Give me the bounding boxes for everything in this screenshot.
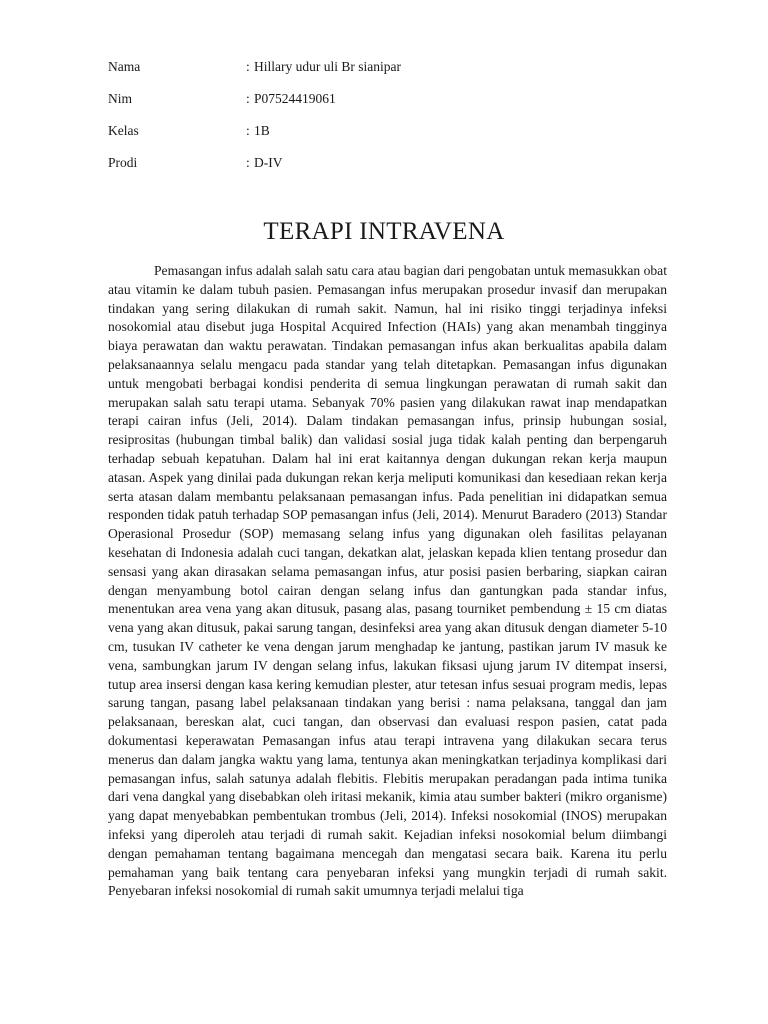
identity-label: Kelas xyxy=(108,123,139,138)
identity-value-prodi: D-IV xyxy=(254,155,283,170)
identity-row-nama xyxy=(108,58,668,90)
identity-row-prodi xyxy=(108,154,668,186)
identity-label: Nama xyxy=(108,59,141,74)
identity-row-nim xyxy=(108,90,668,122)
document-title: TERAPI INTRAVENA xyxy=(263,218,505,245)
identity-value-nim: P07524419061 xyxy=(254,91,336,106)
identity-value-nama: Hillary udur uli Br sianipar xyxy=(254,59,401,74)
identity-separator: : xyxy=(246,59,250,74)
identity-row-kelas xyxy=(108,122,668,154)
student-identity-block xyxy=(108,58,668,186)
identity-label: Prodi xyxy=(108,155,138,170)
identity-separator: : xyxy=(246,91,250,106)
body-paragraph: Pemasangan infus adalah salah satu cara atau bagian dari pengobatan untuk memasukkan obat atau vitamin ke dalam tubuh pasien. Pemasangan infus merupakan prosedur invasif dan merupakan tindakan yang sering dilakukan di rumah sakit. Namun, hal ini risiko tinggi terjadinya infeksi nosokomial atau disebut juga Hospital Acquired Infection (HAIs) yang akan menambah tingginya biaya perawatan dan waktu perawatan. Tindakan pemasangan infus akan berkualitas apabila dalam pelaksanaannya selalu mengacu pada standar yang telah ditetapkan. Pemasangan infus digunakan untuk mengobati berbagai kondisi penderita di semua lingkungan perawatan di rumah sakit dan merupakan salah satu terapi utama. Sebanyak 70% pasien yang dilakukan rawat inap mendapatkan terapi cairan infus (Jeli, 2014). Dalam tindakan pemasangan infus, prinsip hubungan sosial, resiprositas (hubungan timbal balik) dan validasi sosial juga tidak kalah penting dan berpengaruh terhadap sebuah kepatuhan. Dalam hal ini erat kaitannya dengan dukungan rekan kerja maupun atasan. Aspek yang dinilai pada dukungan rekan kerja meliputi komunikasi dan kesediaan rekan kerja serta atasan dalam membantu pelaksanaan pemasangan infus. Pada penelitian ini didapatkan semua responden tidak patuh terhadap SOP pemasangan infus (Jeli, 2014). Menurut Baradero (2013) Standar Operasional Prosedur (SOP) memasang selang infus yang digunakan oleh fasilitas pelayanan kesehatan di Indonesia adalah cuci tangan, dekatkan alat, jelaskan kepada klien tentang prosedur dan sensasi yang akan dirasakan selama pemasangan infus, atur posisi pasien berbaring, siapkan cairan dengan menyambung botol cairan dengan selang infus dan gantungkan pada standar infus, menentukan area vena yang akan ditusuk, pasang alas, pasang tourniket pembendung ± 15 cm diatas vena yang akan ditusuk, pakai sarung tangan, desinfeksi area yang akan ditusuk dengan diameter 5-10 cm, tusukan IV catheter ke vena dengan jarum menghadap ke jantung, pastikan jarum IV masuk ke vena, sambungkan jarum IV dengan selang infus, lakukan fiksasi ujung jarum IV ditempat insersi, tutup area insersi dengan kasa kering kemudian plester, atur tetesan infus sesuai program medis, lepas sarung tangan, pasang label pelaksanaan tindakan yang berisi : nama pelaksana, tanggal dan jam pelaksanaan, bereskan alat, cuci tangan, dan observasi dan evaluasi respon pasien, catat pada dokumentasi keperawatan Pemasangan infus atau terapi intravena yang dilakukan secara terus menerus dan dalam jangka waktu yang lama, tentunya akan meningkatkan terjadinya komplikasi dari pemasangan infus, salah satunya adalah flebitis. Flebitis merupakan peradangan pada intima tunika dari vena dangkal yang disebabkan oleh iritasi mekanik, kimia atau sumber bakteri (mikro organisme) yang dapat menyebabkan pembentukan trombus (Jeli, 2014). Infeksi nosokomial (INOS) merupakan infeksi yang diperoleh atau terjadi di rumah sakit. Kejadian infeksi nosokomial belum diimbangi dengan pemahaman tentang bagaimana mencegah dan mengatasi secara baik. Karena itu perlu pemahaman yang baik tentang cara penyebaran infeksi yang mungkin terjadi di rumah sakit. Penyebaran infeksi nosokomial di rumah sakit umumnya terjadi melalui tiga xyxy=(108,263,667,899)
identity-separator: : xyxy=(246,155,250,170)
identity-value-kelas: 1B xyxy=(254,123,270,138)
identity-separator: : xyxy=(246,123,250,138)
identity-label: Nim xyxy=(108,91,133,106)
